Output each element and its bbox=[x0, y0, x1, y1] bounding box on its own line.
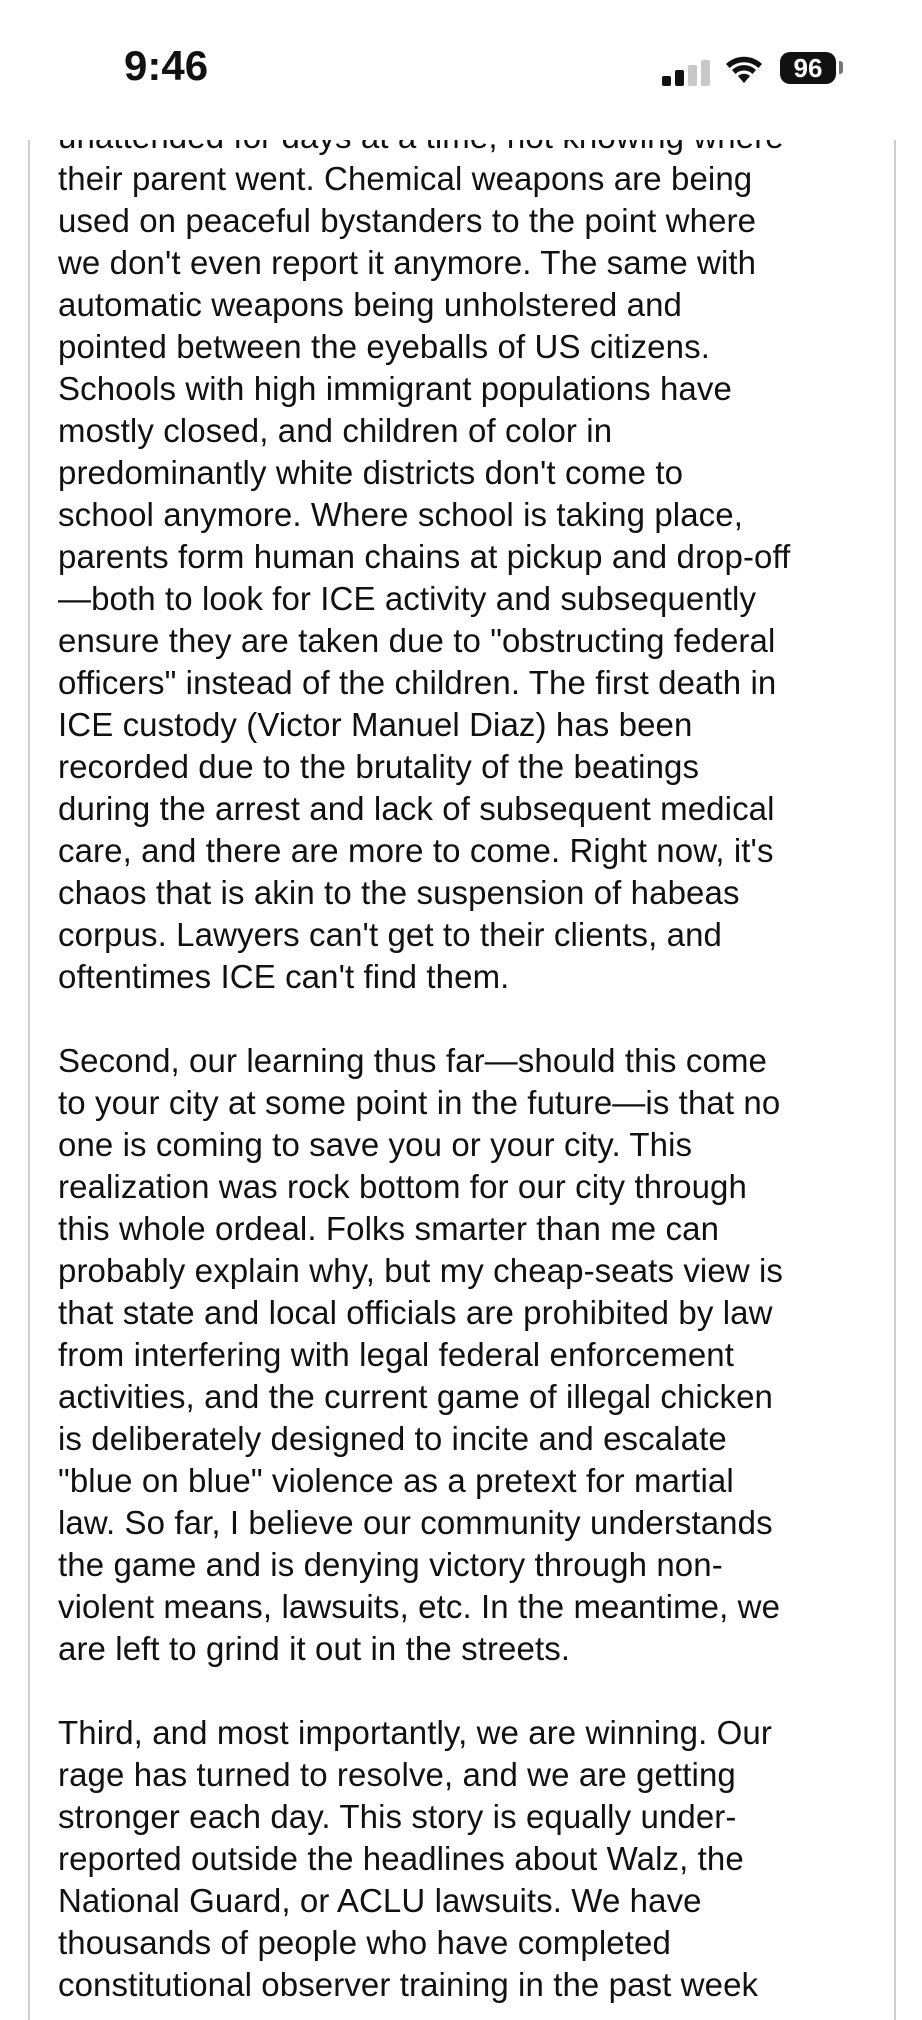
text-line: thousands of people who have completed bbox=[58, 1924, 671, 1961]
text-line: school anymore. Where school is taking place, bbox=[58, 496, 743, 533]
article-page[interactable] bbox=[28, 120, 896, 2020]
text-line: the game and is denying victory through non- bbox=[58, 1546, 723, 1583]
text-line: we don't even report it anymore. The same with bbox=[58, 244, 757, 281]
text-line: violent means, lawsuits, etc. In the meantime, we bbox=[58, 1588, 781, 1625]
text-line: officers" instead of the children. The first death in bbox=[58, 664, 777, 701]
text-line: Third, and most importantly, we are winning. Our bbox=[58, 1714, 772, 1751]
text-line: reported outside the headlines about Walz, the bbox=[58, 1840, 744, 1877]
text-line: automatic weapons being unholstered and bbox=[58, 286, 683, 323]
battery-tip bbox=[839, 61, 843, 74]
status-time: 9:46 bbox=[124, 42, 209, 89]
signal-bar bbox=[701, 60, 710, 86]
text-line: mostly closed, and children of color in bbox=[58, 412, 613, 449]
text-line: parents form human chains at pickup and drop-off bbox=[58, 538, 791, 575]
text-line: to your city at some point in the future—is that no bbox=[58, 1084, 781, 1121]
text-line: care, and there are more to come. Right now, it's bbox=[58, 832, 774, 869]
article-paragraph bbox=[58, 1040, 896, 1670]
text-line: oftentimes ICE can't find them. bbox=[58, 958, 510, 995]
text-line: corpus. Lawyers can't get to their clients, and bbox=[58, 916, 723, 953]
text-line: pointed between the eyeballs of US citizens. bbox=[58, 328, 710, 365]
text-line: ensure they are taken due to "obstructing federal bbox=[58, 622, 776, 659]
text-line: National Guard, or ACLU lawsuits. We have bbox=[58, 1882, 702, 1919]
text-line: chaos that is akin to the suspension of habeas bbox=[58, 874, 740, 911]
signal-bar bbox=[675, 70, 684, 86]
text-line: activities, and the current game of illegal chicken bbox=[58, 1378, 773, 1415]
signal-icon bbox=[662, 60, 710, 86]
text-line: constitutional observer training in the past week bbox=[58, 1966, 759, 2003]
text-line: law. So far, I believe our community understands bbox=[58, 1504, 773, 1541]
text-line: realization was rock bottom for our city through bbox=[58, 1168, 747, 1205]
status-bar bbox=[0, 0, 922, 140]
signal-bar bbox=[662, 76, 671, 86]
text-line: rage has turned to resolve, and we are getting bbox=[58, 1756, 736, 1793]
article-body bbox=[58, 120, 896, 2020]
article-paragraph bbox=[58, 120, 896, 998]
article-paragraph bbox=[58, 1712, 896, 2006]
text-line: used on peaceful bystanders to the point where bbox=[58, 202, 757, 239]
text-line: ICE custody (Victor Manuel Diaz) has been bbox=[58, 706, 693, 743]
signal-bar bbox=[688, 65, 697, 86]
text-line: probably explain why, but my cheap-seats view is bbox=[58, 1252, 784, 1289]
text-line: is deliberately designed to incite and escalate bbox=[58, 1420, 727, 1457]
text-line: —both to look for ICE activity and subsequently bbox=[58, 580, 757, 617]
text-line: are left to grind it out in the streets. bbox=[58, 1630, 571, 1667]
text-line: from interfering with legal federal enforcement bbox=[58, 1336, 735, 1373]
text-line: "blue on blue" violence as a pretext for martial bbox=[58, 1462, 734, 1499]
text-line: stronger each day. This story is equally under- bbox=[58, 1798, 737, 1835]
text-line: predominantly white districts don't come to bbox=[58, 454, 684, 491]
text-line: during the arrest and lack of subsequent medical bbox=[58, 790, 775, 827]
text-line: their parent went. Chemical weapons are being bbox=[58, 160, 753, 197]
text-line: Schools with high immigrant populations have bbox=[58, 370, 732, 407]
text-line: recorded due to the brutality of the beatings bbox=[58, 748, 700, 785]
battery-icon bbox=[780, 52, 836, 84]
text-line: that state and local officials are prohibited by law bbox=[58, 1294, 773, 1331]
text-line: this whole ordeal. Folks smarter than me can bbox=[58, 1210, 720, 1247]
battery-level: 96 bbox=[793, 53, 823, 83]
wifi-icon bbox=[724, 52, 764, 86]
text-line: one is coming to save you or your city. This bbox=[58, 1126, 693, 1163]
text-line: Second, our learning thus far—should this come bbox=[58, 1042, 767, 1079]
